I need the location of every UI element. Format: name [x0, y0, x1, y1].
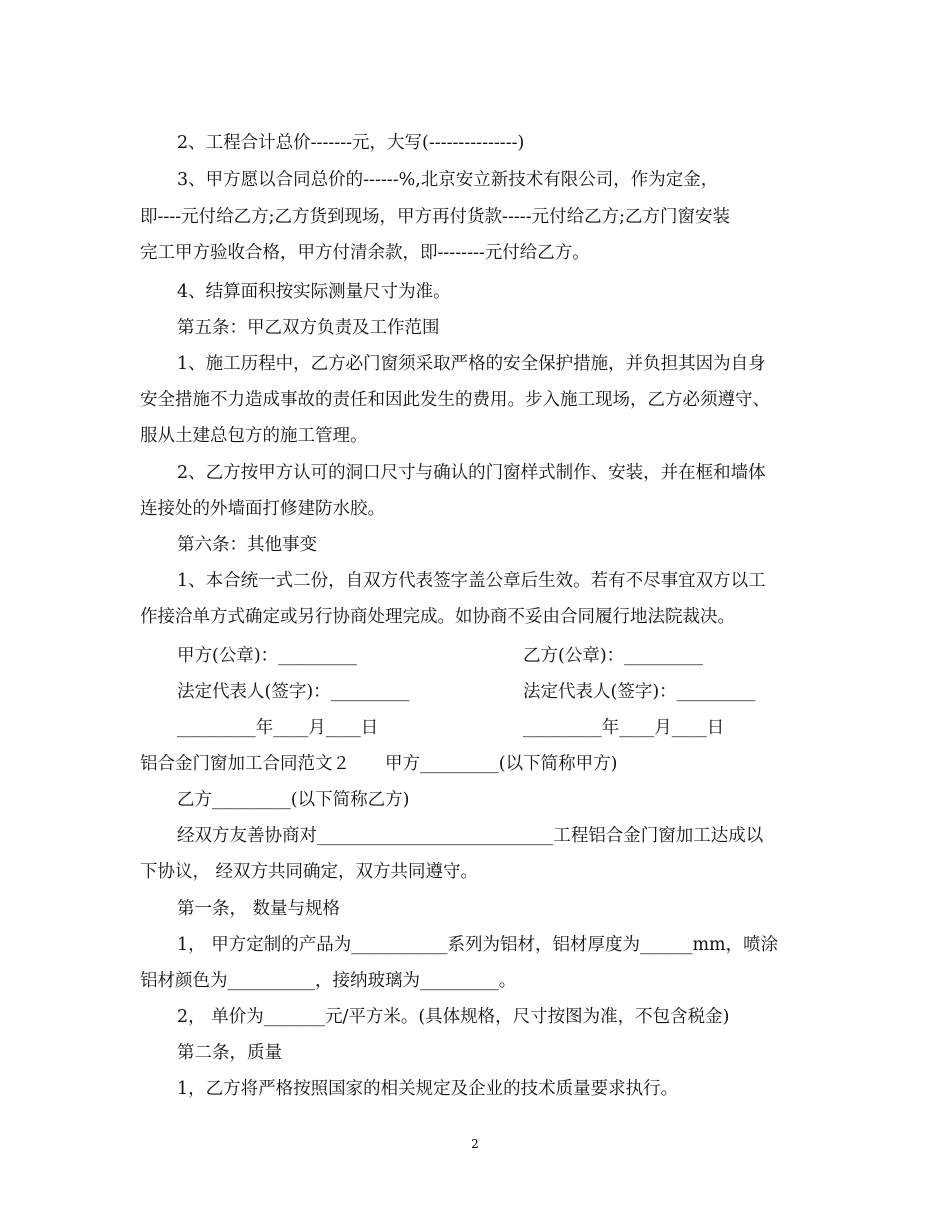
paragraph-line: 2、乙方按甲方认可的洞口尺寸与确认的门窗样式制作、安装，并在框和墙体	[177, 463, 766, 483]
paragraph-line: 安全措施不力造成事故的责任和因此发生的费用。步入施工现场，乙方必须遵守、	[140, 390, 770, 410]
paragraph-line: 1，乙方将严格按照国家的相关规定及企业的技术质量要求执行。	[177, 1079, 679, 1099]
paragraph-line: 完工甲方验收合格，甲方付清余款，即--------元付给乙方。	[140, 243, 590, 263]
paragraph-line: 即----元付给乙方;乙方货到现场，甲方再付货款-----元付给乙方;乙方门窗安装	[140, 207, 731, 227]
section-heading: 第二条，质量	[177, 1043, 282, 1063]
section-heading: 第六条：其他事变	[177, 535, 317, 555]
party-a-date: _________年____月____日	[177, 718, 379, 738]
paragraph-line: 乙方_________(以下简称乙方)	[177, 790, 410, 810]
page-number: 2	[471, 1137, 479, 1151]
paragraph-line: 1， 甲方定制的产品为___________系列为铝材，铝材厚度为______mm，喷涂	[177, 935, 779, 955]
section-heading: 第一条， 数量与规格	[177, 899, 341, 919]
paragraph-line: 4、结算面积按实际测量尺寸为准。	[177, 282, 451, 302]
paragraph-line: 2， 单价为_______元/平方米。(具体规格，尺寸按图为准，不包含税金)	[177, 1007, 730, 1027]
paragraph-line: 铝材颜色为__________，接纳玻璃为_________。	[140, 971, 517, 991]
paragraph-line: 连接处的外墙面打修建防水胶。	[140, 499, 385, 519]
paragraph-line: 经双方友善协商对___________________________工程铝合金门窗加工达成以	[177, 826, 764, 846]
paragraph-line: 2、工程合计总价-------元，大写(---------------)	[177, 133, 525, 153]
party-a-representative: 法定代表人(签字)：_________	[177, 682, 410, 702]
paragraph-line: 1、施工历程中，乙方必门窗须采取严格的安全保护措施，并负担其因为自身	[177, 354, 766, 374]
party-b-seal: 乙方(公章)：_________	[523, 646, 703, 666]
paragraph-line: 3、甲方愿以合同总价的------%,北京安立新技术有限公司，作为定金，	[177, 170, 719, 190]
paragraph-line: 下协议， 经双方共同确定，双方共同遵守。	[140, 862, 479, 882]
paragraph-line: 服从土建总包方的施工管理。	[140, 426, 368, 446]
party-b-representative: 法定代表人(签字)：_________	[523, 682, 756, 702]
paragraph-line: 1、本合统一式二份，自双方代表签字盖公章后生效。若有不尽事宜双方以工	[177, 571, 766, 591]
contract-title: 铝合金门窗加工合同范文２ 甲方_________(以下简称甲方)	[140, 754, 618, 774]
section-heading: 第五条：甲乙双方负责及工作范围	[177, 318, 440, 338]
party-b-date: _________年____月____日	[523, 718, 725, 738]
party-a-seal: 甲方(公章)：_________	[177, 646, 357, 666]
paragraph-line: 作接洽单方式确定或另行协商处理完成。如协商不妥由合同履行地法院裁决。	[140, 607, 735, 627]
